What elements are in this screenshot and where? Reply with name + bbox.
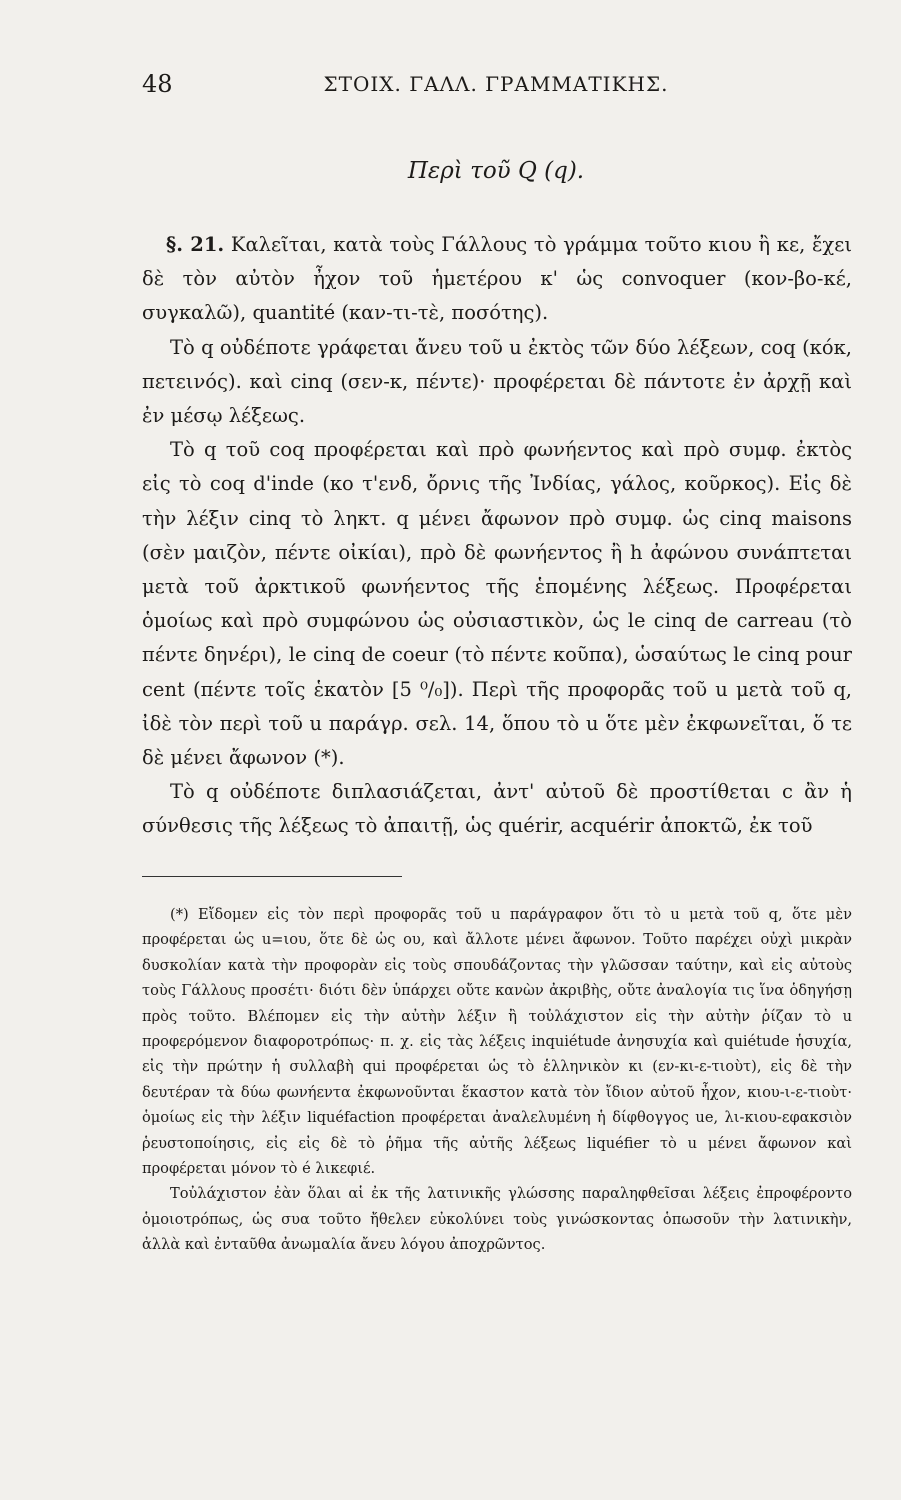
footnote-divider (142, 876, 402, 877)
section-number: §. 21. (166, 233, 225, 256)
footnote-continuation: Τοὐλάχιστον ἐὰν ὅλαι αἱ ἐκ τῆς λατινικῆς γλώσσης παραληφθεῖσαι λέξεις ἐπροφέροντο ὁμοιοτρόπως, ὡς συα τοῦτο ἤθελεν εὐκολύνει τοὺς γινώσκοντας ὁπωσοῦν τὴν λατινικὴν, ἀλλὰ καὶ ἐνταῦθα ἀνωμαλία ἄνευ λόγου ἀποχρῶντος. (142, 1185, 852, 1254)
page-header (142, 70, 850, 106)
paragraph (142, 228, 852, 331)
paragraph: Τὸ q οὐδέποτε διπλασιάζεται, ἀντ' αὐτοῦ δὲ προστίθεται c ἂν ἡ σύνθεσις τῆς λέξεως τὸ ἀπαιτῇ, ὡς quérir, acquérir ἀποκτῶ, ἐκ τοῦ (142, 780, 852, 838)
footnotes (142, 902, 852, 1258)
page-number: 48 (142, 70, 173, 98)
footnote: (*) Εἴδομεν εἰς τὸν περὶ προφορᾶς τοῦ u παράγραφον ὅτι τὸ u μετὰ τοῦ q, ὅτε μὲν προφέρεται ὡς u=ιου, ὅτε δὲ ὡς ου, καὶ ἄλλοτε μένει ἄφωνον. Τοῦτο παρέχει οὐχὶ μικρὰν δυσκολίαν κατὰ τὴν προφορὰν εἰς τοὺς σπουδάζοντας τὴν γλῶσσαν ταύτην, καὶ εἰς αὐτοὺς τοὺς Γάλλους προσέτι· διότι δὲν ὑπάρχει οὔτε κανὼν ἀκριβὴς, οὔτε ἀναλογία τις ἵνα ὁδηγήσῃ πρὸς τοῦτο. Βλέπομεν εἰς τὴν αὐτὴν λέξιν ἢ τοὐλάχιστον εἰς τὴν αὐτὴν ῥίζαν τὸ u προφερόμενον διαφοροτρόπως· π. χ. εἰς τὰς λέξεις inquiétude ἀνησυχία καὶ quiétude ἡσυχία, εἰς τὴν πρώτην ἡ συλλαβὴ qui προφέρεται ὡς τὸ ἑλληνικὸν κι (εν-κι-ε-τιοὺτ), εἰς δὲ τὴν δευτέραν τὰ δύω φωνήεντα ἐκφωνοῦνται ἕκαστον κατὰ τὸν ἴδιον αὐτοῦ ἦχον, κιου-ι-ε-τιοὺτ· ὁμοίως εἰς τὴν λέξιν liquéfaction προφέρεται ἀναλελυμένη ἡ δίφθογγος ue, λι-κιου-εφακσιὸν ῥευστοποίησις, εἰς εἰς δὲ τὸ ῥῆμα τῆς αὐτῆς λέξεως liquéfier τὸ u μένει ἄφωνον καὶ προφέρεται μόνον τὸ é λικεφιέ. (142, 906, 852, 1178)
paragraph-text: Καλεῖται, κατὰ τοὺς Γάλλους τὸ γράμμα τοῦτο κιου ἢ κε, ἔχει δὲ τὸν αὐτὸν ἦχον τοῦ ἡμετέρου κ' ὡς convoquer (κον-βο-κέ, συγκαλῶ), quantité (καν-τι-τὲ, ποσότης). (142, 233, 853, 325)
paragraph: Τὸ q οὐδέποτε γράφεται ἄνευ τοῦ u ἐκτὸς τῶν δύο λέξεων, coq (κόκ, πετεινός). καὶ cinq (σεν-κ, πέντε)· προφέρεται δὲ πάντοτε ἐν ἀρχῇ καὶ ἐν μέσῳ λέξεως. (142, 335, 852, 428)
running-head: ΣΤΟΙΧ. ΓΑΛΛ. ΓΡΑΜΜΑΤΙΚΗΣ. (323, 72, 669, 96)
section-title: Περὶ τοῦ Q (q). (407, 158, 585, 184)
paragraph: Τὸ q τοῦ coq προφέρεται καὶ πρὸ φωνήεντος καὶ πρὸ συμφ. ἐκτὸς εἰς τὸ coq d'inde (κο τ'ενδ, ὄρνις τῆς Ἰνδίας, γάλος, κοῦρκος). Εἰς δὲ τὴν λέξιν cinq τὸ ληκτ. q μένει ἄφωνον πρὸ συμφ. ὡς cinq maisons (σὲν μαιζὸν, πέντε οἰκίαι), πρὸ δὲ φωνήεντος ἢ h ἀφώνου συνάπτεται μετὰ τοῦ ἀρκτικοῦ φωνήεντος τῆς ἑπομένης λέξεως. Προφέρεται ὁμοίως καὶ πρὸ συμφώνου ὡς οὐσιαστικὸν, ὡς le cinq de carreau (τὸ πέντε δηνέρι), le cinq de coeur (τὸ πέντε κοῦπα), ὡσαύτως le cinq pour cent (πέντε τοῖς ἑκατὸν [5 ⁰/₀]). Περὶ τῆς προφορᾶς τοῦ u μετὰ τοῦ q, ἰδὲ τὸν περὶ τοῦ u παράγρ. σελ. 14, ὅπου τὸ u ὅτε μὲν ἐκφωνεῖται, ὅ τε δὲ μένει ἄφωνον (*). (142, 438, 852, 770)
main-text (142, 228, 852, 844)
